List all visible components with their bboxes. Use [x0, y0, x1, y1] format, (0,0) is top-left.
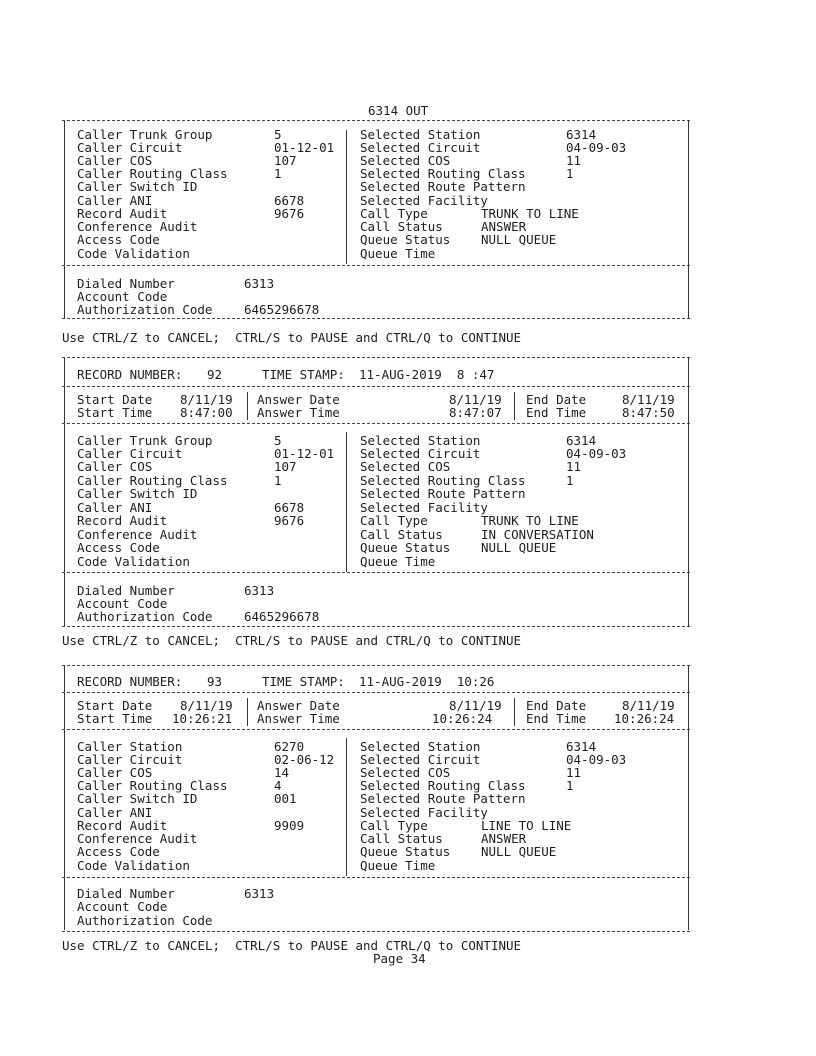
- label-caller-routing-class: Caller Routing Class: [77, 166, 228, 181]
- label-caller-ani: Caller ANI: [77, 193, 153, 208]
- label-selected-circuit: Selected Circuit: [360, 446, 481, 461]
- label-answer-time: Answer Time: [257, 711, 340, 726]
- value-caller-ani: 6678: [274, 193, 305, 208]
- border-left: [64, 358, 65, 626]
- label-caller-ani: Caller ANI: [77, 805, 153, 820]
- label-queue-time: Queue Time: [360, 858, 436, 873]
- label-record-audit: Record Audit: [77, 206, 168, 221]
- label-caller-switch-id: Caller Switch ID: [77, 791, 198, 806]
- border-left: [64, 266, 65, 318]
- label-end-time: End Time: [526, 711, 587, 726]
- divider: [62, 626, 690, 627]
- label-end-date: End Date: [526, 392, 587, 407]
- label-call-status: Call Status: [360, 831, 443, 846]
- label-selected-circuit: Selected Circuit: [360, 752, 481, 767]
- value-selected-circuit: 04-09-03: [566, 752, 627, 767]
- label-selected-route-pattern: Selected Route Pattern: [360, 179, 526, 194]
- label-selected-facility: Selected Facility: [360, 193, 488, 208]
- label-account-code: Account Code: [77, 596, 168, 611]
- value-caller-switch-id: 001: [274, 791, 297, 806]
- label-selected-route-pattern: Selected Route Pattern: [360, 791, 526, 806]
- label-code-validation: Code Validation: [77, 554, 190, 569]
- label-selected-routing-class: Selected Routing Class: [360, 473, 526, 488]
- label-caller-routing-class: Caller Routing Class: [77, 473, 228, 488]
- value-queue-status: NULL QUEUE: [481, 232, 557, 247]
- value-call-type: TRUNK TO LINE: [481, 206, 579, 221]
- label-selected-circuit: Selected Circuit: [360, 140, 481, 155]
- value-call-status: ANSWER: [481, 219, 527, 234]
- value-caller-station: 6270: [274, 739, 305, 754]
- value-dialed-number: 6313: [244, 886, 275, 901]
- value-record-audit: 9909: [274, 818, 305, 833]
- divider: [62, 572, 690, 573]
- value-start-time: 8:47:00: [180, 405, 233, 420]
- label-account-code: Account Code: [77, 899, 168, 914]
- label-access-code: Access Code: [77, 540, 160, 555]
- column-divider: [247, 392, 248, 420]
- label-record-number: RECORD NUMBER:: [77, 674, 183, 689]
- label-caller-ani: Caller ANI: [77, 500, 153, 515]
- column-divider: [346, 432, 347, 572]
- value-selected-cos: 11: [566, 153, 582, 168]
- divider: [62, 318, 690, 319]
- terminal-prompt: Use CTRL/Z to CANCEL; CTRL/S to PAUSE and CTRL/Q to CONTINUE: [62, 330, 522, 345]
- report-title: 6314 OUT: [368, 103, 429, 118]
- value-time-stamp: 11-AUG-2019 10:26: [359, 674, 495, 689]
- divider: [62, 265, 690, 266]
- value-start-date: 8/11/19: [180, 392, 233, 407]
- value-caller-trunk-group: 5: [274, 433, 282, 448]
- terminal-prompt: Use CTRL/Z to CANCEL; CTRL/S to PAUSE and CTRL/Q to CONTINUE: [62, 938, 522, 953]
- label-selected-station: Selected Station: [360, 739, 481, 754]
- label-caller-cos: Caller COS: [77, 765, 153, 780]
- page-number: Page 34: [373, 951, 426, 966]
- divider: [62, 665, 690, 666]
- value-selected-station: 6314: [566, 127, 597, 142]
- label-time-stamp: TIME STAMP:: [262, 674, 345, 689]
- value-record-number: 92: [207, 367, 223, 382]
- value-selected-station: 6314: [566, 739, 597, 754]
- divider: [62, 729, 690, 730]
- label-caller-circuit: Caller Circuit: [77, 446, 183, 461]
- label-caller-trunk-group: Caller Trunk Group: [77, 433, 213, 448]
- label-call-type: Call Type: [360, 818, 428, 833]
- label-call-type: Call Type: [360, 513, 428, 528]
- label-authorization-code: Authorization Code: [77, 302, 213, 317]
- border-right: [688, 358, 689, 626]
- value-call-type: TRUNK TO LINE: [481, 513, 579, 528]
- label-end-date: End Date: [526, 698, 587, 713]
- label-access-code: Access Code: [77, 232, 160, 247]
- value-queue-status: NULL QUEUE: [481, 844, 557, 859]
- label-selected-cos: Selected COS: [360, 459, 451, 474]
- label-authorization-code: Authorization Code: [77, 913, 213, 928]
- value-answer-time: 10:26:24: [432, 711, 493, 726]
- column-divider: [247, 698, 248, 726]
- label-record-audit: Record Audit: [77, 818, 168, 833]
- value-end-date: 8/11/19: [622, 698, 675, 713]
- value-call-status: IN CONVERSATION: [481, 527, 594, 542]
- label-conference-audit: Conference Audit: [77, 831, 198, 846]
- border-right: [688, 266, 689, 318]
- value-selected-routing-class: 1: [566, 778, 574, 793]
- value-selected-station: 6314: [566, 433, 597, 448]
- label-call-status: Call Status: [360, 527, 443, 542]
- value-record-number: 93: [207, 674, 223, 689]
- label-selected-station: Selected Station: [360, 127, 481, 142]
- value-caller-ani: 6678: [274, 500, 305, 515]
- divider: [62, 120, 690, 121]
- label-start-time: Start Time: [77, 405, 153, 420]
- value-selected-routing-class: 1: [566, 473, 574, 488]
- value-end-date: 8/11/19: [622, 392, 675, 407]
- value-call-type: LINE TO LINE: [481, 818, 572, 833]
- label-selected-cos: Selected COS: [360, 153, 451, 168]
- label-dialed-number: Dialed Number: [77, 583, 175, 598]
- label-queue-status: Queue Status: [360, 540, 451, 555]
- label-record-number: RECORD NUMBER:: [77, 367, 183, 382]
- value-end-time: 8:47:50: [622, 405, 675, 420]
- label-code-validation: Code Validation: [77, 858, 190, 873]
- terminal-prompt: Use CTRL/Z to CANCEL; CTRL/S to PAUSE and CTRL/Q to CONTINUE: [62, 633, 522, 648]
- value-selected-cos: 11: [566, 459, 582, 474]
- label-caller-switch-id: Caller Switch ID: [77, 179, 198, 194]
- label-selected-routing-class: Selected Routing Class: [360, 166, 526, 181]
- divider: [62, 692, 690, 693]
- label-queue-status: Queue Status: [360, 844, 451, 859]
- value-caller-cos: 14: [274, 765, 290, 780]
- label-access-code: Access Code: [77, 844, 160, 859]
- column-divider: [346, 130, 347, 264]
- value-start-time: 10:26:21: [172, 711, 233, 726]
- label-caller-routing-class: Caller Routing Class: [77, 778, 228, 793]
- value-authorization-code: 6465296678: [244, 609, 320, 624]
- value-record-audit: 9676: [274, 513, 305, 528]
- value-answer-date: 8/11/19: [449, 392, 502, 407]
- label-call-status: Call Status: [360, 219, 443, 234]
- label-start-date: Start Date: [77, 392, 153, 407]
- divider: [62, 386, 690, 387]
- label-caller-circuit: Caller Circuit: [77, 752, 183, 767]
- label-queue-time: Queue Time: [360, 554, 436, 569]
- label-conference-audit: Conference Audit: [77, 527, 198, 542]
- value-record-audit: 9676: [274, 206, 305, 221]
- label-caller-station: Caller Station: [77, 739, 183, 754]
- value-queue-status: NULL QUEUE: [481, 540, 557, 555]
- border-left: [64, 666, 65, 930]
- value-caller-cos: 107: [274, 153, 297, 168]
- value-caller-circuit: 01-12-01: [274, 446, 335, 461]
- value-call-status: ANSWER: [481, 831, 527, 846]
- divider: [62, 931, 690, 932]
- label-start-date: Start Date: [77, 698, 153, 713]
- label-answer-time: Answer Time: [257, 405, 340, 420]
- label-dialed-number: Dialed Number: [77, 886, 175, 901]
- label-answer-date: Answer Date: [257, 698, 340, 713]
- label-time-stamp: TIME STAMP:: [262, 367, 345, 382]
- value-selected-circuit: 04-09-03: [566, 140, 627, 155]
- label-caller-circuit: Caller Circuit: [77, 140, 183, 155]
- label-selected-facility: Selected Facility: [360, 805, 488, 820]
- value-selected-circuit: 04-09-03: [566, 446, 627, 461]
- label-caller-switch-id: Caller Switch ID: [77, 486, 198, 501]
- label-dialed-number: Dialed Number: [77, 276, 175, 291]
- label-record-audit: Record Audit: [77, 513, 168, 528]
- value-caller-routing-class: 1: [274, 473, 282, 488]
- label-selected-route-pattern: Selected Route Pattern: [360, 486, 526, 501]
- label-answer-date: Answer Date: [257, 392, 340, 407]
- label-caller-cos: Caller COS: [77, 459, 153, 474]
- value-caller-circuit: 01-12-01: [274, 140, 335, 155]
- value-caller-routing-class: 1: [274, 166, 282, 181]
- value-caller-cos: 107: [274, 459, 297, 474]
- label-selected-cos: Selected COS: [360, 765, 451, 780]
- label-selected-facility: Selected Facility: [360, 500, 488, 515]
- column-divider: [514, 392, 515, 420]
- value-caller-trunk-group: 5: [274, 127, 282, 142]
- value-caller-routing-class: 4: [274, 778, 282, 793]
- label-caller-trunk-group: Caller Trunk Group: [77, 127, 213, 142]
- value-answer-time: 8:47:07: [449, 405, 502, 420]
- column-divider: [346, 738, 347, 876]
- label-end-time: End Time: [526, 405, 587, 420]
- label-queue-time: Queue Time: [360, 246, 436, 261]
- value-start-date: 8/11/19: [180, 698, 233, 713]
- value-authorization-code: 6465296678: [244, 302, 320, 317]
- label-account-code: Account Code: [77, 289, 168, 304]
- value-caller-circuit: 02-06-12: [274, 752, 335, 767]
- label-code-validation: Code Validation: [77, 246, 190, 261]
- divider: [62, 877, 690, 878]
- label-selected-station: Selected Station: [360, 433, 481, 448]
- label-caller-cos: Caller COS: [77, 153, 153, 168]
- value-dialed-number: 6313: [244, 583, 275, 598]
- label-queue-status: Queue Status: [360, 232, 451, 247]
- value-dialed-number: 6313: [244, 276, 275, 291]
- label-call-type: Call Type: [360, 206, 428, 221]
- value-end-time: 10:26:24: [614, 711, 675, 726]
- value-time-stamp: 11-AUG-2019 8 :47: [359, 367, 495, 382]
- value-selected-cos: 11: [566, 765, 582, 780]
- label-start-time: Start Time: [77, 711, 153, 726]
- divider: [62, 423, 690, 424]
- value-answer-date: 8/11/19: [449, 698, 502, 713]
- label-conference-audit: Conference Audit: [77, 219, 198, 234]
- divider: [62, 357, 690, 358]
- border-left: [64, 121, 65, 265]
- label-selected-routing-class: Selected Routing Class: [360, 778, 526, 793]
- border-right: [688, 666, 689, 930]
- value-selected-routing-class: 1: [566, 166, 574, 181]
- column-divider: [514, 698, 515, 726]
- label-authorization-code: Authorization Code: [77, 609, 213, 624]
- border-right: [688, 121, 689, 265]
